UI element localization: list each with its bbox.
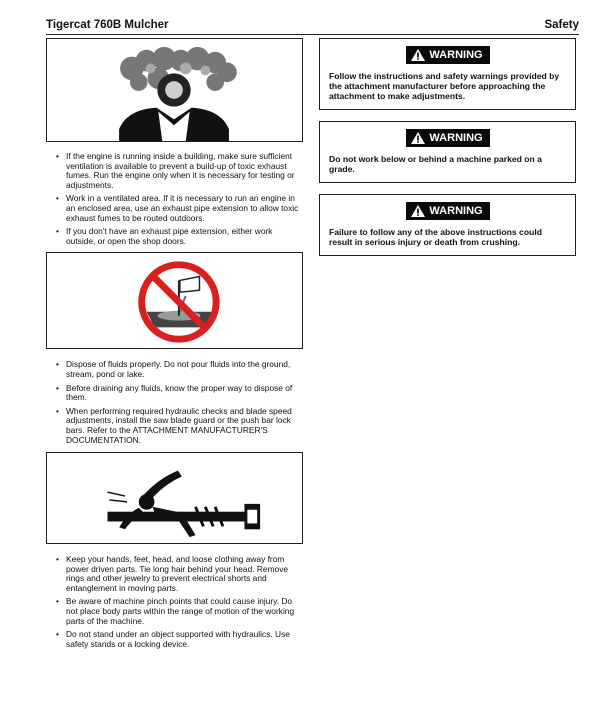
right-column [319, 38, 576, 267]
warning-label-text: WARNING [429, 132, 483, 144]
exhaust-safety-list [46, 152, 303, 246]
warning-label-text: WARNING [429, 205, 483, 217]
list-item: • Be aware of machine pinch points that could cause injury. Do not place body parts within the range of motion of the working parts of the machine. [56, 597, 303, 626]
list-item: • If you don't have an exhaust pipe extension, either work outside, or open the shop doors. [56, 227, 303, 246]
page-header [46, 12, 579, 35]
section-title: Safety [544, 19, 579, 31]
toxic-fumes-figure [46, 38, 303, 142]
list-item: • If the engine is running inside a building, make sure sufficient ventilation is available to prevent a build-up of toxic exhaust fumes. Run the engine only when it is necessary for testing or adjustments. [56, 152, 303, 190]
no-fluid-dumping-icon [47, 253, 302, 348]
list-item: • Dispose of fluids properly. Do not pour fluids into the ground, stream, pond or lake. [56, 360, 303, 379]
warning-text: Follow the instructions and safety warnings provided by the attachment manufacturer before approaching the attachment to make adjustments. [329, 71, 560, 101]
entanglement-safety-list [46, 555, 303, 649]
warning-text: Do not work below or behind a machine parked on a grade. [329, 154, 542, 174]
list-item: • Keep your hands, feet, head, and loose clothing away from power driven parts. Tie long hair behind your head. Remove rings and other jewelry to prevent electrical shorts and entanglement in moving parts. [56, 555, 303, 593]
warning-text: Failure to follow any of the above instructions could result in serious injury or death from crushing. [329, 227, 542, 247]
entanglement-figure [46, 452, 303, 544]
warning-box [319, 121, 576, 183]
list-item: • Before draining any fluids, know the proper way to dispose of them. [56, 384, 303, 403]
no-fluid-dumping-figure [46, 252, 303, 349]
list-item: • Do not stand under an object supported with hydraulics. Use safety stands or a locking device. [56, 630, 303, 649]
warning-label-text: WARNING [429, 49, 483, 61]
entanglement-icon [47, 453, 302, 543]
document-title: Tigercat 760B Mulcher [46, 19, 169, 31]
warning-label [406, 202, 489, 220]
toxic-fumes-icon [47, 39, 302, 141]
list-item: • When performing required hydraulic checks and blade speed adjustments, install the saw blade guard or the push bar lock bars. Refer to the ATTACHMENT MANUFACTURER'S DOCUMENTATION. [56, 407, 303, 445]
warning-box [319, 38, 576, 110]
left-column [46, 38, 303, 653]
fluid-safety-list [46, 360, 303, 445]
warning-triangle-icon [411, 205, 425, 217]
warning-triangle-icon [411, 132, 425, 144]
warning-box [319, 194, 576, 256]
warning-label [406, 46, 489, 64]
warning-triangle-icon [411, 49, 425, 61]
warning-label [406, 129, 489, 147]
list-item: • Work in a ventilated area. If it is necessary to run an engine in an enclosed area, use an exhaust pipe extension to allow toxic exhaust fumes to be routed outdoors. [56, 194, 303, 223]
